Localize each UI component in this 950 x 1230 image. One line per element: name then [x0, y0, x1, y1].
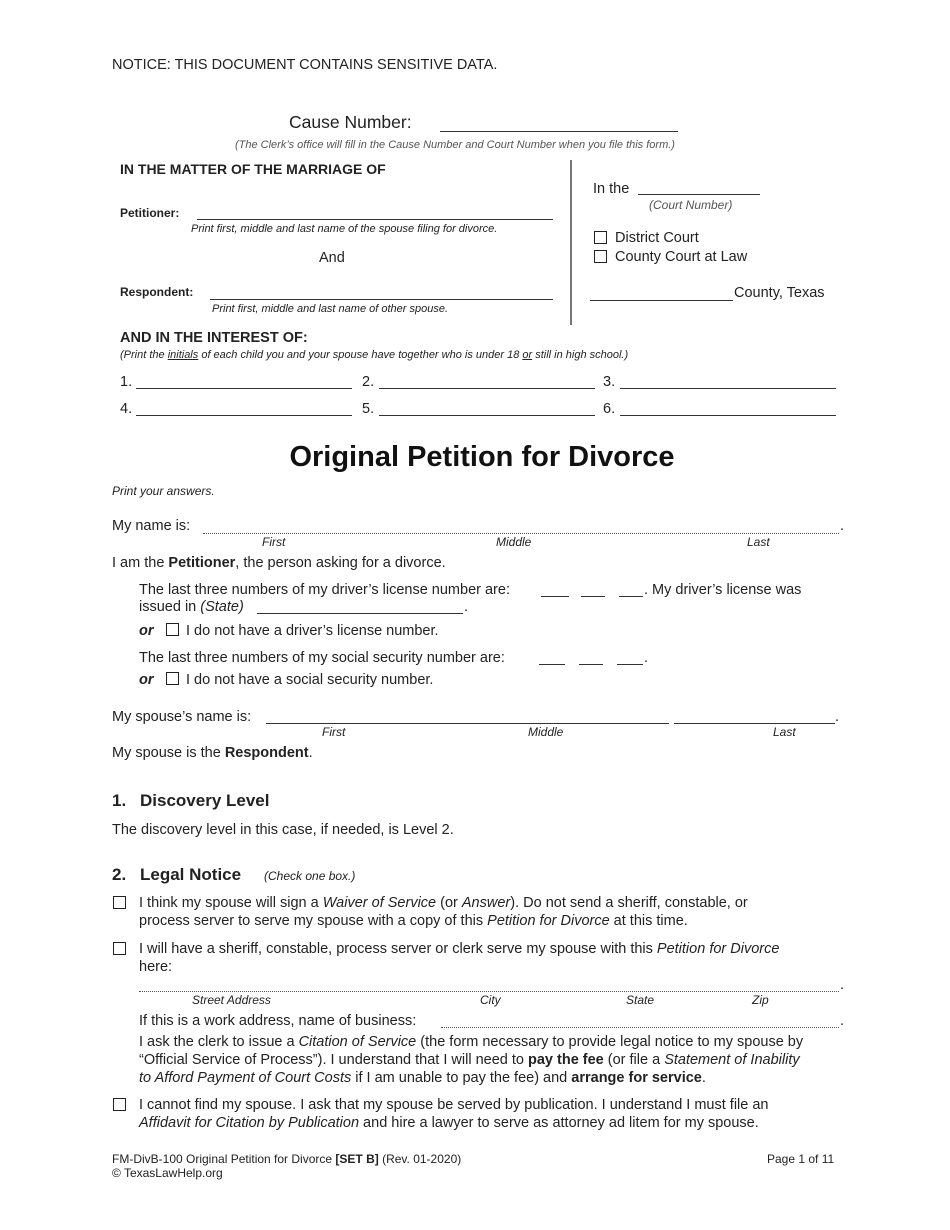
my-middle-name-hint: Middle: [496, 535, 532, 549]
child-1-initials-field[interactable]: [136, 388, 352, 389]
court-number-field[interactable]: [638, 194, 760, 195]
petitioner-hint: Print first, middle and last name of the spouse filing for divorce.: [191, 223, 498, 235]
and-label: And: [319, 250, 345, 266]
spouse-name-label: My spouse’s name is:: [112, 709, 252, 725]
district-court-checkbox[interactable]: [594, 231, 607, 244]
no-ssn-label: I do not have a social security number.: [186, 672, 434, 688]
license-digit-3[interactable]: [619, 596, 643, 597]
clerk-note: (The Clerk’s office will fill in the Cause Number and Court Number when you file this form.): [235, 139, 675, 151]
clerk-request-line-2: “Official Service of Process”). I understand that I will need to pay the fee (or file a Statement of Inability: [139, 1052, 800, 1068]
my-last-name-hint: Last: [747, 535, 770, 549]
spouse-last-name-field[interactable]: [674, 723, 835, 724]
county-name-field[interactable]: [590, 300, 733, 301]
or-label: or: [139, 623, 154, 639]
ssn-digits-label: The last three numbers of my social security number are:: [139, 650, 505, 666]
document-title: Original Petition for Divorce: [289, 441, 675, 473]
spouse-first-name-hint: First: [322, 725, 346, 739]
publication-service-checkbox[interactable]: [113, 1098, 126, 1111]
my-name-field[interactable]: [203, 522, 839, 534]
child-3-number: 3.: [603, 374, 616, 390]
child-4-number: 4.: [120, 401, 133, 417]
sensitive-data-notice: NOTICE: THIS DOCUMENT CONTAINS SENSITIVE DATA.: [112, 57, 498, 73]
child-6-initials-field[interactable]: [620, 415, 836, 416]
publication-line-1: I cannot find my spouse. I ask that my spouse be served by publication. I understand I must file an: [139, 1097, 769, 1113]
license-digit-2[interactable]: [581, 596, 605, 597]
child-5-initials-field[interactable]: [379, 415, 595, 416]
my-first-name-hint: First: [262, 535, 286, 549]
section-1-number: 1.: [112, 791, 127, 810]
caption-divider: [570, 160, 572, 325]
cause-number-label: Cause Number:: [289, 112, 412, 132]
child-1-number: 1.: [120, 374, 133, 390]
respondent-label: Respondent:: [120, 285, 194, 299]
official-service-line-2: here:: [139, 959, 173, 975]
section-2-title: Legal Notice: [140, 865, 242, 884]
waiver-of-service-checkbox[interactable]: [113, 896, 126, 909]
spouse-last-name-hint: Last: [773, 725, 796, 739]
respondent-name-field[interactable]: [210, 299, 553, 300]
license-state-label: issued in (State): [139, 599, 244, 615]
county-texas-label: County, Texas: [734, 285, 825, 301]
no-license-checkbox[interactable]: [166, 623, 179, 636]
discovery-level-text: The discovery level in this case, if needed, is Level 2.: [112, 822, 454, 838]
copyright: © TexasLawHelp.org: [112, 1166, 223, 1180]
petitioner-label: Petitioner:: [120, 206, 180, 220]
child-3-initials-field[interactable]: [620, 388, 836, 389]
work-address-label: If this is a work address, name of business:: [139, 1013, 417, 1029]
district-court-label: District Court: [615, 230, 699, 246]
waiver-option-line-1: I think my spouse will sign a Waiver of Service (or Answer). Do not send a sheriff, constable, or: [139, 895, 748, 911]
license-issued-text: . My driver’s license was: [644, 582, 802, 598]
city-hint: City: [480, 993, 501, 1007]
child-4-initials-field[interactable]: [136, 415, 352, 416]
spouse-first-middle-field[interactable]: [266, 723, 669, 724]
service-address-field[interactable]: [139, 980, 839, 992]
respondent-statement: My spouse is the Respondent.: [112, 745, 313, 761]
no-ssn-checkbox[interactable]: [166, 672, 179, 685]
section-2-hint: (Check one box.): [264, 869, 356, 883]
interest-heading: AND IN THE INTEREST OF:: [120, 330, 308, 346]
county-court-label: County Court at Law: [615, 249, 748, 265]
marriage-heading: IN THE MATTER OF THE MARRIAGE OF: [120, 161, 386, 177]
children-instruction: (Print the initials of each child you and your spouse have together who is under 18 or still in high school.): [120, 349, 629, 361]
cause-number-field[interactable]: [440, 131, 678, 132]
in-the-label: In the: [593, 181, 630, 197]
form-identifier: FM-DivB-100 Original Petition for Divorce [SET B] (Rev. 01-2020): [112, 1152, 462, 1166]
petitioner-name-field[interactable]: [197, 219, 553, 220]
court-number-hint: (Court Number): [649, 198, 733, 212]
no-license-label: I do not have a driver’s license number.: [186, 623, 439, 639]
license-digits-label: The last three numbers of my driver’s license number are:: [139, 582, 510, 598]
license-digit-1[interactable]: [541, 596, 569, 597]
section-2-number: 2.: [112, 865, 127, 884]
state-hint: State: [626, 993, 655, 1007]
petitioner-statement: I am the Petitioner, the person asking for a divorce.: [112, 555, 446, 571]
section-1-title: Discovery Level: [140, 791, 270, 810]
business-name-field[interactable]: [441, 1016, 839, 1028]
or-label: or: [139, 672, 154, 688]
print-answers-note: Print your answers.: [112, 484, 215, 498]
ssn-digit-2[interactable]: [579, 664, 603, 665]
respondent-hint: Print first, middle and last name of other spouse.: [212, 303, 449, 315]
street-address-hint: Street Address: [192, 993, 271, 1007]
license-state-field[interactable]: [257, 613, 463, 614]
page-number: Page 1 of 11: [767, 1152, 835, 1166]
child-2-number: 2.: [362, 374, 375, 390]
clerk-request-line-1: I ask the clerk to issue a Citation of Service (the form necessary to provide legal notice to my spouse by: [139, 1034, 804, 1050]
clerk-request-line-3: to Afford Payment of Court Costs if I am unable to pay the fee) and arrange for service.: [139, 1070, 706, 1086]
publication-line-2: Affidavit for Citation by Publication and hire a lawyer to serve as attorney ad litem for my spouse.: [139, 1115, 759, 1131]
official-service-line-1: I will have a sheriff, constable, process server or clerk serve my spouse with this Petition for Divorce: [139, 941, 780, 957]
zip-hint: Zip: [752, 993, 769, 1007]
county-court-checkbox[interactable]: [594, 250, 607, 263]
child-6-number: 6.: [603, 401, 616, 417]
spouse-middle-name-hint: Middle: [528, 725, 564, 739]
waiver-option-line-2: process server to serve my spouse with a copy of this Petition for Divorce at this time.: [139, 913, 688, 929]
child-5-number: 5.: [362, 401, 375, 417]
my-name-label: My name is:: [112, 518, 191, 534]
child-2-initials-field[interactable]: [379, 388, 595, 389]
ssn-digit-1[interactable]: [539, 664, 565, 665]
official-service-checkbox[interactable]: [113, 942, 126, 955]
ssn-digit-3[interactable]: [617, 664, 643, 665]
